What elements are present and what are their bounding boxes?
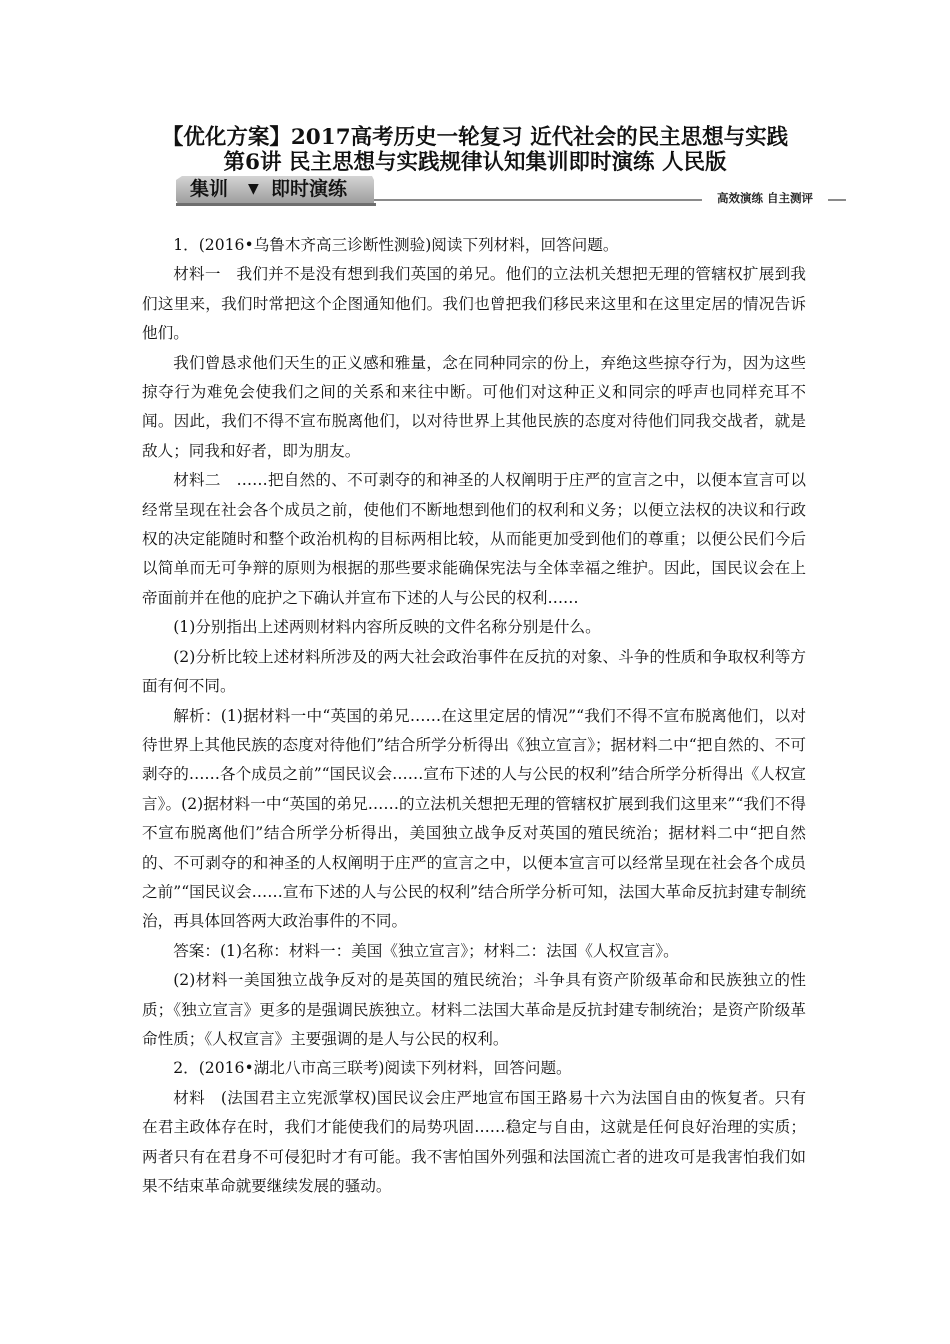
question-2-material: 材料 (法国君主立宪派掌权)国民议会庄严地宣布国王路易十六为法国自由的恢复者。只有在君主政体存在时，我们才能使我们的局势巩固……稳定与自由，这就是任何良好治理的实质；两者只有在君身不可侵犯时才有可能。我不害怕国外列强和法国流亡者的进攻可是我害怕我们如果不结束革命就要继续发展的骚动。 xyxy=(142,1088,806,1195)
section-banner xyxy=(176,176,376,206)
document-body xyxy=(142,231,806,1201)
analysis: 解析：(1)据材料一中“英国的弟兄……在这里定居的情况”“我们不得不宣布脱离他们，以对待世界上其他民族的态度对待他们”结合所学分析得出《独立宣言》；据材料二中“把自然的、不可剥夺的……各个成员之前”“国民议会……宣布下述的人与公民的权利”结合所学分析得出《人权宣言》。(2)据材料一中“英国的弟兄……的立法机关想把无理的管辖权扩展到我们这里来”“我们不得不宣布脱离他们”结合所学分析得出，美国独立战争反对英国的殖民统治；据材料二中“把自然的、不可剥夺的和神圣的人权阐明于庄严的宣言之中，以便本宣言可以经常呈现在社会各个成员之前”“国民议会……宣布下述的人与公民的权利”结合所学分析可知，法国大革命反抗封建专制统治，再具体回答两大政治事件的不同。 xyxy=(142,706,806,931)
question-1-sub-1: (1)分别指出上述两则材料内容所反映的文件名称分别是什么。 xyxy=(173,618,601,637)
question-1-stem: 1．(2016•乌鲁木齐高三诊断性测验)阅读下列材料，回答问题。 xyxy=(173,236,619,254)
material-2: 材料二 ……把自然的、不可剥夺的和神圣的人权阐明于庄严的宣言之中，以便本宣言可以经常呈现在社会各个成员之前，使他们不断地想到他们的权利和义务；以便立法权的决议和行政权的决定能随时和整个政治机构的目标两相比较，从而能更加受到他们的尊重；以便公民们今后以简单而无可争辩的原则为根据的那些要求能确保宪法与全体幸福之维护。因此，国民议会在上帝面前并在他的庇护之下确认并宣布下述的人与公民的权利…… xyxy=(142,471,806,607)
banner-label-jishi-yanlian: 即时演练 xyxy=(271,178,348,200)
answer-2: (2)材料一美国独立战争反对的是英国的殖民统治；斗争具有资产阶级革命和民族独立的性质；《独立宣言》更多的是强调民族独立。材料二法国大革命是反抗封建专制统治；是资产阶级革命性质；《人权宣言》主要强调的是人与公民的权利。 xyxy=(142,971,806,1048)
triangle-down-icon: ▼ xyxy=(248,181,259,197)
banner-label-jixun: 集训 xyxy=(190,178,229,200)
material-1-para-2: 我们曾恳求他们天生的正义感和雅量，念在同种同宗的份上，弃绝这些掠夺行为，因为这些掠夺行为难免会使我们之间的关系和来往中断。可他们对这种正义和同宗的呼声也同样充耳不闻。因此，我们不得不宣布脱离他们，以对待世界上其他民族的态度对待他们同我交战者，就是敌人；同我和好者，即为朋友。 xyxy=(142,353,806,460)
question-2-stem: 2．(2016•湖北八市高三联考)阅读下列材料，回答问题。 xyxy=(173,1059,572,1078)
answer-1: 答案：(1)名称：材料一：美国《独立宣言》；材料二：法国《人权宣言》。 xyxy=(173,941,679,960)
question-1-sub-2: (2)分析比较上述材料所涉及的两大社会政治事件在反抗的对象、斗争的性质和争取权利等方面有何不同。 xyxy=(142,647,806,696)
document-title-line-1: 【优化方案】2017高考历史一轮复习 近代社会的民主思想与实践 xyxy=(161,125,789,150)
material-1-para-1: 材料一 我们并不是没有想到我们英国的弟兄。他们的立法机关想把无理的管辖权扩展到我们这里来，我们时常把这个企图通知他们。我们也曾把我们移民来这里和在这里定居的情况告诉他们。 xyxy=(142,265,806,343)
section-tag-right: 高效演练 自主测评 xyxy=(702,188,828,208)
document-title-line-2: 第6讲 民主思想与实践规律认知集训即时演练 人民版 xyxy=(223,150,727,175)
